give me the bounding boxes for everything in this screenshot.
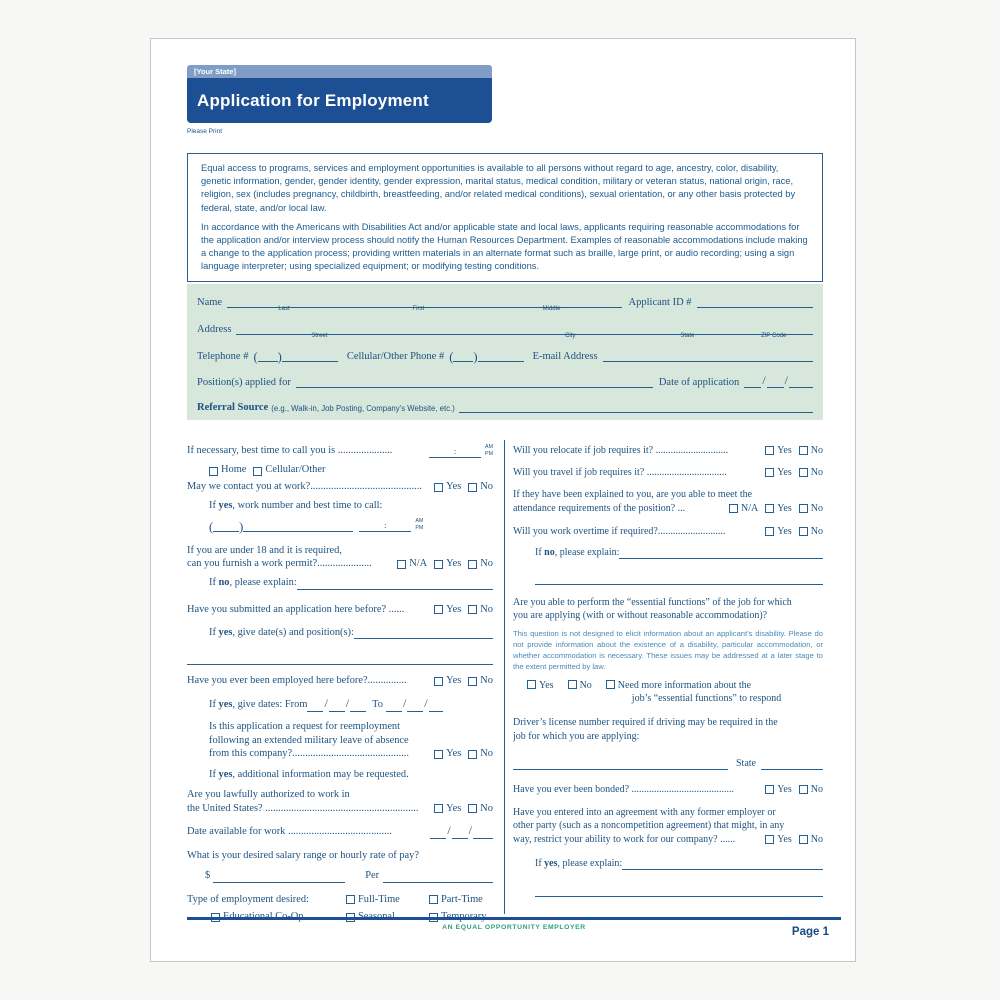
essential-functions-question-line2: you are applying (with or without reasonable accommodation)? <box>513 610 768 622</box>
no-label: No <box>810 467 823 479</box>
yes-label: Yes <box>777 784 792 796</box>
salary-amount-line[interactable] <box>213 879 345 883</box>
no-label: No <box>579 680 592 692</box>
attendance-yes-checkbox[interactable] <box>765 504 774 513</box>
application-year-line[interactable] <box>789 384 813 388</box>
applicant-id-field-line[interactable] <box>697 304 813 308</box>
work-number-line[interactable] <box>243 528 353 532</box>
employed-no-checkbox[interactable] <box>468 677 477 686</box>
application-day-line[interactable] <box>767 384 784 388</box>
personal-info-section <box>187 284 823 420</box>
page-title: Application for Employment <box>197 90 429 110</box>
work-permit-yes-checkbox[interactable] <box>434 560 443 569</box>
yes-label: Yes <box>777 833 792 845</box>
am-pm-label: AM PM <box>485 444 493 457</box>
submitted-no-checkbox[interactable] <box>468 605 477 614</box>
attendance-na-checkbox[interactable] <box>729 504 738 513</box>
no-label: No <box>810 502 823 514</box>
no-label: No <box>810 784 823 796</box>
open-paren: ( <box>253 350 258 364</box>
overtime-explain-line[interactable] <box>619 555 823 559</box>
noncompete-question-line3: way, restrict your ability to work for our company? ...... <box>513 833 736 845</box>
date-slash: / <box>762 373 766 387</box>
salary-per-line[interactable] <box>383 879 493 883</box>
yes-label: Yes <box>446 481 462 493</box>
full-time-label: Full-Time <box>358 893 400 905</box>
bonded-question: Have you ever been bonded? ......................................... <box>513 784 735 796</box>
if-no-explain-label: If no, please explain: <box>209 577 297 589</box>
footer-rule <box>187 917 841 938</box>
authorized-question-line2: the United States? ........................................................... <box>187 802 419 814</box>
essential-functions-question-line1: Are you able to perform the “essential functions” of the job for which <box>513 597 792 609</box>
essential-need-info-checkbox[interactable] <box>606 680 615 689</box>
travel-yes-checkbox[interactable] <box>765 468 774 477</box>
referral-source-field-line[interactable] <box>459 409 813 413</box>
work-area-code-line[interactable] <box>213 528 239 532</box>
name-field-line[interactable] <box>227 304 621 312</box>
column-divider <box>504 440 505 914</box>
home-label: Home <box>221 463 247 475</box>
position-label: Position(s) applied for <box>197 377 291 388</box>
authorized-question-line1: Are you lawfully authorized to work in <box>187 788 350 800</box>
email-field-line[interactable] <box>603 358 813 362</box>
noncompete-question-line1: Have you entered into an agreement with any former employer or <box>513 807 776 819</box>
attendance-question-line1: If they have been explained to you, are you able to meet the <box>513 489 753 501</box>
no-label: No <box>810 833 823 845</box>
equal-opportunity-employer-label: AN EQUAL OPPORTUNITY EMPLOYER <box>442 924 586 931</box>
work-best-time-line[interactable]: : <box>359 519 411 532</box>
attendance-no-checkbox[interactable] <box>799 504 808 513</box>
license-number-line[interactable] <box>513 766 728 770</box>
reemployment-question-line3: from this company?............................................. <box>209 748 409 760</box>
authorized-no-checkbox[interactable] <box>468 804 477 813</box>
to-label: To <box>372 699 383 711</box>
cellular-field-line[interactable] <box>478 358 524 362</box>
relocate-no-checkbox[interactable] <box>799 446 808 455</box>
am-pm-label: AM PM <box>415 517 424 531</box>
questions-right-column <box>513 438 823 897</box>
license-state-label: State <box>736 757 756 769</box>
address-label: Address <box>197 324 232 335</box>
na-label: N/A <box>740 502 759 514</box>
telephone-area-line[interactable] <box>258 358 278 362</box>
yes-label: Yes <box>446 558 462 570</box>
relocate-question: Will you relocate if job requires it? ............................. <box>513 445 729 456</box>
employment-type-label: Type of employment desired: <box>187 893 309 905</box>
travel-no-checkbox[interactable] <box>799 468 808 477</box>
last-sublabel: Last <box>278 306 290 312</box>
form-title-bar <box>187 78 492 123</box>
if-yes-give-dates-label: If yes, give dates: From <box>209 699 308 711</box>
no-label: No <box>480 481 493 493</box>
dates-positions-line[interactable] <box>354 635 493 639</box>
to-month-line[interactable] <box>386 708 402 712</box>
yes-label: Yes <box>446 748 462 760</box>
close-paren: ) <box>473 350 478 364</box>
from-day-line[interactable] <box>329 708 345 712</box>
relocate-yes-checkbox[interactable] <box>765 446 774 455</box>
page-number: Page 1 <box>791 926 829 938</box>
best-time-field-line[interactable]: : <box>429 445 481 458</box>
essential-no-checkbox[interactable] <box>568 680 577 689</box>
cellular-other-label: Cellular/Other <box>265 463 326 475</box>
no-label: No <box>810 525 823 537</box>
no-label: No <box>480 603 493 615</box>
if-yes-dates-positions-label: If yes, give date(s) and position(s): <box>209 626 354 638</box>
if-yes-explain-label: If yes, please explain: <box>535 857 623 869</box>
need-more-info-label: Need more information about the job’s “essential functions” to respond <box>617 680 782 705</box>
application-month-line[interactable] <box>744 384 761 388</box>
license-state-line[interactable] <box>761 766 823 770</box>
yes-label: Yes <box>446 603 462 615</box>
yes-label: Yes <box>777 445 792 456</box>
date-slash: / <box>324 696 328 711</box>
cellular-other-checkbox[interactable] <box>253 467 262 476</box>
full-time-checkbox[interactable] <box>346 895 355 904</box>
attendance-question-line2: attendance requirements of the position? ... <box>513 502 686 514</box>
under-18-question-line1: If you are under 18 and it is required, <box>187 544 342 556</box>
employed-before-question: Have you ever been employed here before?............... <box>187 675 407 687</box>
part-time-checkbox[interactable] <box>429 895 438 904</box>
yes-label: Yes <box>446 675 462 687</box>
bonded-no-checkbox[interactable] <box>799 785 808 794</box>
close-paren: ) <box>277 350 282 364</box>
educational-coop-label: Educational Co-Op <box>223 911 304 923</box>
noncompete-explain-continued-line[interactable] <box>535 893 823 897</box>
first-sublabel: First <box>412 306 425 312</box>
overtime-yes-checkbox[interactable] <box>765 527 774 536</box>
overtime-explain-continued-line[interactable] <box>535 581 823 585</box>
reemployment-question-line2: following an extended military leave of absence <box>209 734 409 746</box>
available-day-line[interactable] <box>452 835 468 839</box>
work-permit-na-checkbox[interactable] <box>397 560 406 569</box>
overtime-no-checkbox[interactable] <box>799 527 808 536</box>
cellular-area-line[interactable] <box>453 358 473 362</box>
open-paren: ( <box>449 350 454 364</box>
available-year-line[interactable] <box>473 835 493 839</box>
applicant-id-label: Applicant ID # <box>628 297 692 308</box>
temporary-label: Temporary <box>441 911 487 923</box>
please-print-label: Please Print <box>187 128 223 135</box>
noncompete-yes-checkbox[interactable] <box>765 835 774 844</box>
to-day-line[interactable] <box>407 708 423 712</box>
position-field-line[interactable] <box>296 384 653 388</box>
per-label: Per <box>365 869 380 881</box>
essential-functions-disclaimer: This question is not designed to elicit information about an applicant’s disability. Please do not provide information about the existence of a disability, particular accommodation, or whether accommodation is necessary. These issues may be addressed at a later stage to the extent permitted by law. <box>513 628 823 671</box>
noncompete-question-line2: other party (such as a noncompetition agreement) that might, in any <box>513 820 785 832</box>
state-sublabel: State <box>680 333 695 339</box>
yes-label: Yes <box>777 467 792 479</box>
na-label: N/A <box>409 558 428 570</box>
seasonal-label: Seasonal <box>358 911 395 923</box>
date-slash: / <box>424 696 428 711</box>
travel-question: Will you travel if job requires it? ................................ <box>513 467 727 479</box>
cellular-label: Cellular/Other Phone # <box>346 351 445 362</box>
salary-question: What is your desired salary range or hourly rate of pay? <box>187 850 419 862</box>
yes-label: Yes <box>777 525 792 537</box>
date-slash: / <box>784 373 788 387</box>
yes-label: Yes <box>539 680 554 692</box>
reemployment-no-checkbox[interactable] <box>468 750 477 759</box>
date-slash: / <box>345 696 350 711</box>
zip-sublabel: ZIP Code <box>761 333 787 339</box>
under-18-question-line2: can you furnish a work permit?..................... <box>187 558 372 570</box>
contact-at-work-question: May we contact you at work?........................................... <box>187 481 422 493</box>
no-label: No <box>480 802 493 814</box>
no-label: No <box>480 675 493 687</box>
if-no-explain-label: If no, please explain: <box>535 546 620 558</box>
date-of-application-label: Date of application <box>658 377 740 388</box>
contact-work-yes-checkbox[interactable] <box>434 483 443 492</box>
authorized-yes-checkbox[interactable] <box>434 804 443 813</box>
reemployment-yes-checkbox[interactable] <box>434 750 443 759</box>
drivers-license-question-line1: Driver’s license number required if driving may be required in the <box>513 717 778 729</box>
available-month-line[interactable] <box>430 835 446 839</box>
noncompete-explain-line[interactable] <box>622 866 823 870</box>
telephone-field-line[interactable] <box>282 358 338 362</box>
noncompete-no-checkbox[interactable] <box>799 835 808 844</box>
if-yes-work-number-label: If yes, work number and best time to call: <box>209 500 383 512</box>
dollar-label: $ <box>205 869 211 881</box>
state-tab: [Your State] <box>187 65 492 78</box>
city-sublabel: City <box>565 333 576 339</box>
no-label: No <box>810 445 823 456</box>
contact-work-no-checkbox[interactable] <box>468 483 477 492</box>
referral-source-hint: (e.g., Walk-in, Job Posting, Company’s Website, etc.) <box>271 404 455 413</box>
referral-source-label: Referral Source <box>197 402 269 413</box>
overtime-question: Will you work overtime if required?........................... <box>513 525 726 537</box>
best-time-question: If necessary, best time to call you is ..................... <box>187 445 393 457</box>
name-label: Name <box>197 297 223 308</box>
essential-yes-checkbox[interactable] <box>527 680 536 689</box>
middle-sublabel: Middle <box>542 306 561 312</box>
address-field-line[interactable] <box>236 331 813 339</box>
from-year-line[interactable] <box>350 708 366 712</box>
date-slash: / <box>402 696 407 711</box>
eeo-paragraph: Equal access to programs, services and employment opportunities is available to all persons without regard to age, ancestry, color, disability, genetic information, gender, gender identity, gender expression, marital status, medical condition, military or veteran status, national origin, race, religion, sex (includes pregnancy, childbirth, breastfeeding, and/or related medical conditions), sexual orientation, or any other basis protected by federal, state, and/or local law. <box>201 163 796 213</box>
no-label: No <box>480 748 493 760</box>
open-paren: ( <box>209 519 214 534</box>
telephone-label: Telephone # <box>197 351 249 362</box>
yes-label: Yes <box>777 502 792 514</box>
submitted-before-question: Have you submitted an application here before? ...... <box>187 603 405 615</box>
dates-positions-continued-line[interactable] <box>187 661 493 665</box>
submitted-yes-checkbox[interactable] <box>434 605 443 614</box>
from-month-line[interactable] <box>307 708 323 712</box>
drivers-license-question-line2: job for which you are applying: <box>513 730 640 742</box>
email-label: E-mail Address <box>532 351 598 362</box>
ada-paragraph: In accordance with the Americans with Disabilities Act and/or applicable state and local laws, applicants requiring reasonable accommodations for the application and/or interview process should notify the Human Resources Department. Examples of reasonable accommodations include making a change to the application process; providing written materials in an alternate format such as braille, large print, or audio recording; using a sign language interpreter; using specialized equipment; or modifying testing conditions. <box>201 221 808 272</box>
yes-label: Yes <box>446 802 462 814</box>
date-available-question: Date available for work ........................................ <box>187 826 392 838</box>
eeo-notice-box <box>187 153 823 282</box>
close-paren: ) <box>239 519 244 534</box>
date-slash: / <box>468 823 472 838</box>
home-checkbox[interactable] <box>209 467 218 476</box>
bonded-yes-checkbox[interactable] <box>765 785 774 794</box>
work-permit-no-checkbox[interactable] <box>468 560 477 569</box>
application-form-page <box>150 38 856 962</box>
street-sublabel: Street <box>311 333 328 339</box>
part-time-label: Part-Time <box>441 893 483 905</box>
additional-info-note: If yes, additional information may be requested. <box>209 769 409 781</box>
reemployment-question-line1: Is this application a request for reemployment <box>209 720 401 732</box>
date-slash: / <box>447 823 451 838</box>
no-label: No <box>480 558 493 570</box>
work-permit-explain-line[interactable] <box>297 586 493 590</box>
employed-yes-checkbox[interactable] <box>434 677 443 686</box>
questions-left-column <box>187 438 493 924</box>
to-year-line[interactable] <box>429 708 443 712</box>
